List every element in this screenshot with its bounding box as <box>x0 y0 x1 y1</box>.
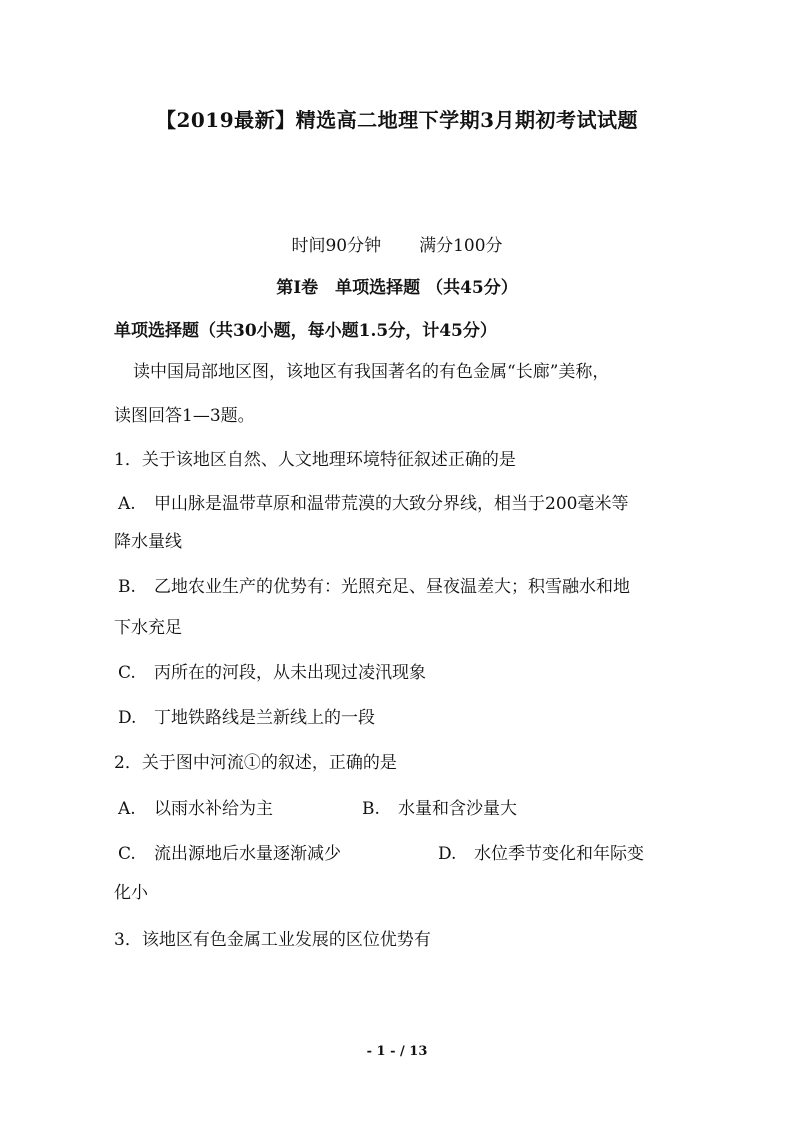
question-1-option-d <box>118 703 375 728</box>
option-text: 丁地铁路线是兰新线上的一段 <box>154 708 375 728</box>
option-letter: B. <box>118 577 136 597</box>
option-text: 丙所在的河段，从未出现过凌汛现象 <box>154 663 426 683</box>
page-title: 【2019最新】精选高二地理下学期3月期初考试试题 <box>155 108 639 132</box>
question-2-option-a <box>118 794 273 819</box>
section-subheading: 单项选择题（共30小题，每小题1.5分，计45分） <box>114 321 497 341</box>
option-letter: C. <box>118 663 136 683</box>
option-letter: C. <box>118 844 136 864</box>
exam-meta <box>0 231 794 256</box>
page-number: - 1 - / 13 <box>366 1044 428 1059</box>
question-1-option-c <box>118 658 426 683</box>
question-1-option-a <box>118 489 628 514</box>
intro-line-1: 读中国局部地区图，该地区有我国著名的有色金属“长廊”美称， <box>133 362 610 382</box>
section-title: 第Ⅰ卷 单项选择题 （共45分） <box>276 278 518 298</box>
question-2-option-b <box>362 794 517 819</box>
option-text: 流出源地后水量逐渐减少 <box>154 844 341 864</box>
option-text: 水位季节变化和年际变 <box>474 844 644 864</box>
question-1-option-b-cont: 下水充足 <box>114 618 182 638</box>
exam-score: 满分100分 <box>419 236 503 256</box>
option-text: 以雨水补给为主 <box>154 799 273 819</box>
option-letter: D. <box>118 708 137 728</box>
question-1-option-b <box>118 572 630 597</box>
option-letter: B. <box>362 799 380 819</box>
question-2-option-d-cont: 化小 <box>114 883 148 903</box>
option-text: 乙地农业生产的优势有：光照充足、昼夜温差大；积雪融水和地 <box>154 577 630 597</box>
option-letter: A. <box>118 494 136 514</box>
question-1-option-a-cont: 降水量线 <box>114 532 182 552</box>
question-1-stem: 1．关于该地区自然、人文地理环境特征叙述正确的是 <box>114 450 516 470</box>
exam-time: 时间90分钟 <box>291 236 382 256</box>
intro-line-2: 读图回答1—3题。 <box>114 406 255 426</box>
option-letter: A. <box>118 799 136 819</box>
option-letter: D. <box>438 844 457 864</box>
question-3-stem: 3．该地区有色金属工业发展的区位优势有 <box>114 930 431 950</box>
question-2-option-d <box>438 839 644 864</box>
question-2-option-c <box>118 839 341 864</box>
question-2-stem: 2．关于图中河流①的叙述，正确的是 <box>114 753 397 773</box>
option-text: 水量和含沙量大 <box>398 799 517 819</box>
option-text: 甲山脉是温带草原和温带荒漠的大致分界线，相当于200毫米等 <box>154 494 629 514</box>
